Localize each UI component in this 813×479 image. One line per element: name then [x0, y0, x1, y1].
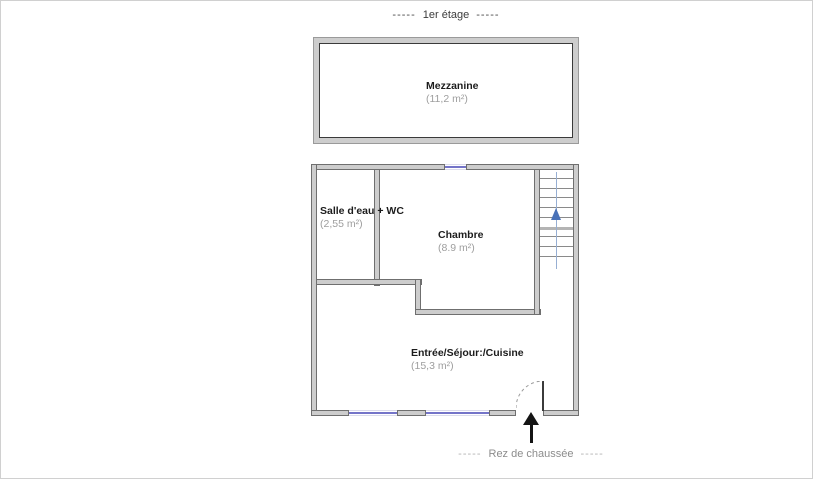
room-area: (11,2 m²) [426, 93, 468, 105]
window-edge [349, 415, 397, 416]
label-dashes-right: ----- [580, 448, 604, 460]
first-floor-label [314, 9, 578, 21]
entrance-arrow-shaft [530, 425, 533, 443]
room-name: Chambre [438, 229, 484, 241]
room-area: (2,55 m²) [320, 218, 363, 230]
wall-right [573, 164, 579, 416]
window-edge [349, 410, 397, 411]
window-edge [445, 169, 466, 170]
window-edge [445, 164, 466, 165]
ground-floor-label-text: Rez de chaussée [488, 448, 574, 460]
window-edge [426, 415, 489, 416]
window-edge [426, 410, 489, 411]
room-name: Salle d'eau + WC [320, 205, 404, 217]
mezzanine-label [426, 80, 479, 106]
stairs-up-arrow-icon [551, 208, 561, 220]
entrance-arrow-icon [523, 412, 539, 443]
staircase-guide-line [556, 172, 557, 269]
chambre-label [438, 229, 484, 255]
room-name: Entrée/Séjour:/Cuisine [411, 347, 524, 359]
entree-label [411, 347, 524, 373]
wall-salle-eau-bottom [316, 279, 422, 285]
wall-chambre-bottom [415, 309, 541, 315]
first-floor-label-text: 1er étage [422, 9, 470, 21]
room-area: (15,3 m²) [411, 360, 454, 372]
salle-eau-label [320, 205, 404, 231]
door-swing-arc [516, 381, 543, 408]
window-pane [426, 412, 489, 414]
window [445, 164, 466, 170]
ground-floor-plan [311, 164, 579, 416]
room-area: (8.9 m²) [438, 242, 475, 254]
entrance-arrow-head [523, 412, 539, 425]
window-pane [349, 412, 397, 414]
wall-left [311, 164, 317, 416]
wall-bottom-4 [543, 410, 579, 416]
ground-floor-label [431, 448, 631, 460]
label-dashes-right: ----- [476, 9, 500, 21]
wall-bottom-2 [397, 410, 426, 416]
wall-bottom-1 [311, 410, 349, 416]
wall-bottom-3 [489, 410, 516, 416]
window [349, 410, 397, 416]
label-dashes-left: ----- [392, 9, 416, 21]
label-dashes-left: ----- [458, 448, 482, 460]
room-name: Mezzanine [426, 80, 479, 92]
window-pane [445, 166, 466, 168]
window [426, 410, 489, 416]
staircase [540, 170, 573, 410]
